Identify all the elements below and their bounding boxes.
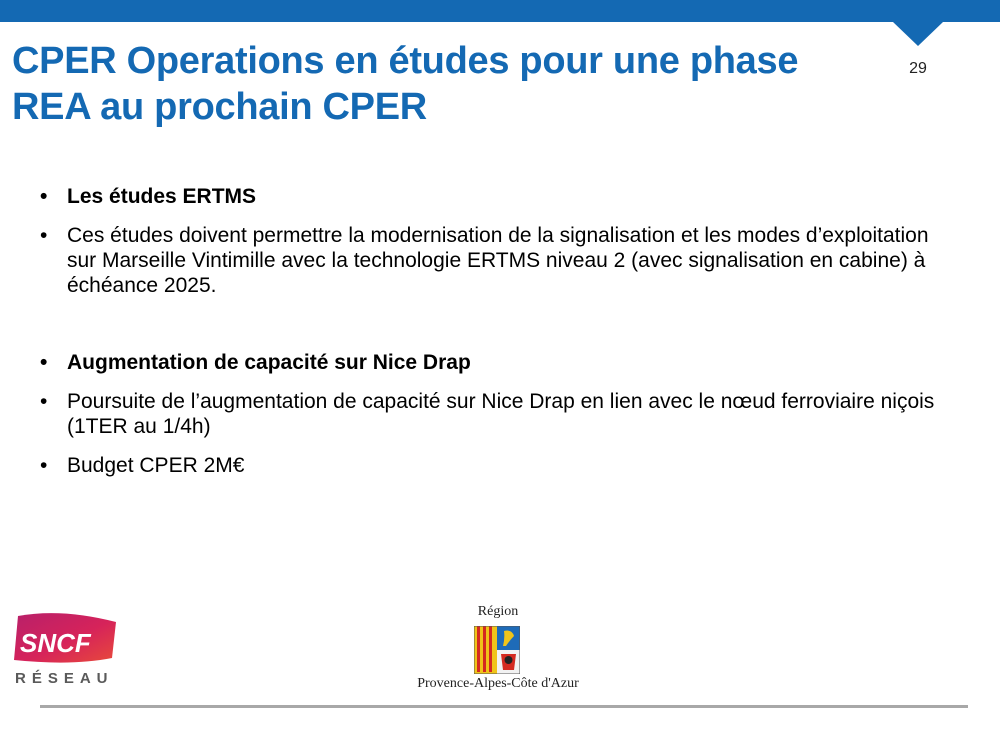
bullet-list — [40, 184, 940, 492]
bullet-text: Les études ERTMS — [67, 185, 257, 208]
bullet-dot: • — [40, 454, 48, 477]
bullet-item — [40, 184, 940, 209]
bullet-dot: • — [40, 185, 48, 208]
banner-notch — [893, 22, 943, 46]
bullet-text: Budget CPER 2M€ — [67, 454, 245, 477]
region-label: Région — [477, 604, 519, 619]
slide-title: CPER Operations en études pour une phase REA au prochain CPER — [12, 40, 799, 128]
bullet-item — [40, 223, 940, 298]
sncf-wordmark: SNCF — [20, 628, 91, 658]
coat-of-arms-icon — [474, 626, 520, 674]
bullet-text: Poursuite de l’augmentation de capacité sur Nice Drap en lien avec le nœud ferroviaire niçois (1TER au 1/4h) — [67, 390, 935, 438]
top-banner — [0, 0, 1000, 22]
bullet-item — [40, 453, 940, 478]
bullet-dot: • — [40, 351, 48, 374]
bullet-item — [40, 389, 940, 439]
bullet-text: Augmentation de capacité sur Nice Drap — [67, 351, 471, 374]
bullet-text: Ces études doivent permettre la modernisation de la signalisation et les modes d’exploitation sur Marseille Vintimille avec la technologie ERTMS niveau 2 (avec signalisation en cabine) à échéance 2025. — [67, 224, 929, 297]
page-number: 29 — [909, 60, 927, 77]
region-paca-logo — [400, 604, 596, 694]
sncf-reseau-label: RÉSEAU — [15, 670, 114, 687]
bullet-dot: • — [40, 224, 48, 247]
region-name: Provence-Alpes-Côte d'Azur — [417, 676, 579, 691]
bullet-dot: • — [40, 390, 48, 413]
footer-divider — [40, 705, 968, 708]
bullet-item — [40, 350, 940, 375]
